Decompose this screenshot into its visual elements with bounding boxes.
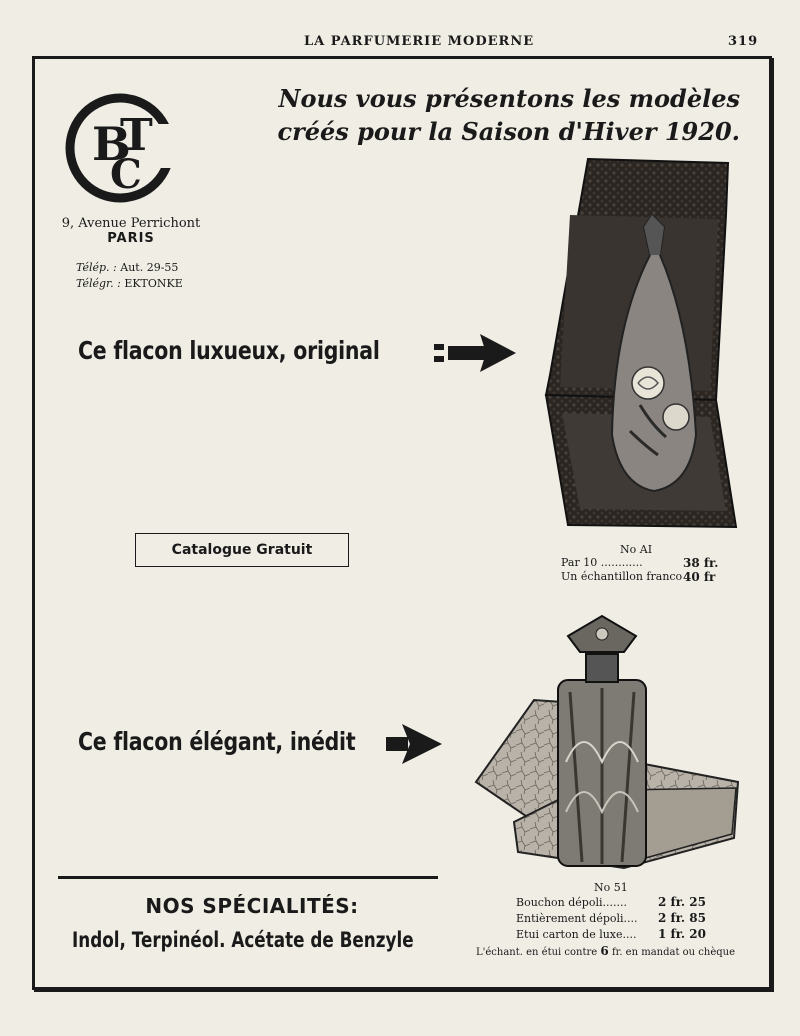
city: PARIS [107,231,155,246]
divider-rule [58,876,438,879]
contact-details [76,260,183,292]
product2-pitch: Ce flacon élégant, inédit [78,727,356,756]
company-monogram-logo [62,88,192,212]
tel-value: Aut. 29-55 [120,261,179,274]
specialties-title: NOS SPÉCIALITÉS: [145,894,359,918]
journal-title: LA PARFUMERIE MODERNE [304,34,535,49]
arrow-right-icon [434,334,516,374]
price-label: Par 10 ............ [561,556,643,569]
product1-price-row-2 [561,570,715,584]
product2-price-row-1 [516,895,706,909]
price-value: 38 fr. [683,556,719,570]
price-label: Un échantillon franco [561,570,683,583]
price-label: Etui carton de luxe.... [516,928,637,941]
price-value: 2 fr. 85 [658,911,706,925]
headline-line-1: Nous vous présentons les modèles [278,84,740,113]
street-address: 9, Avenue Perrichont [61,216,201,231]
tel-label: Télép. : [76,261,117,274]
price-value: 2 fr. 25 [658,895,706,909]
headline-line-2: créés pour la Saison d'Hiver 1920. [277,117,740,146]
product2-bottle-box-image [474,612,746,876]
free-catalogue-box: Catalogue Gratuit [135,533,349,567]
specialties-list: Indol, Terpinéol. Acétate de Benzyle [72,928,414,952]
product2-price-row-2 [516,911,706,925]
product1-price-row-1 [561,556,718,570]
telegr-label: Télégr. : [76,277,121,290]
product2-price-row-3 [516,927,706,941]
telegr-value: EKTONKE [124,277,183,290]
price-label: Bouchon dépoli....... [516,896,627,909]
svg-text:C: C [110,151,142,198]
price-value: 40 fr [683,570,716,584]
svg-text:B: B [92,117,131,171]
svg-text:T: T [120,110,153,161]
sample-offer-note: L'échant. en étui contre 6 fr. en mandat ou chèque [476,944,736,958]
price-label: Entièrement dépoli.... [516,912,638,925]
company-address [56,216,206,246]
page-number: 319 [728,34,759,49]
product1-model-number: No AI [620,543,653,556]
product1-pitch: Ce flacon luxueux, original [78,336,380,365]
price-value: 1 fr. 20 [658,927,706,941]
arrow-right-icon [386,724,442,764]
headline [270,82,740,148]
product1-bottle-case-image [540,155,740,533]
product2-model-number: No 51 [594,881,628,894]
